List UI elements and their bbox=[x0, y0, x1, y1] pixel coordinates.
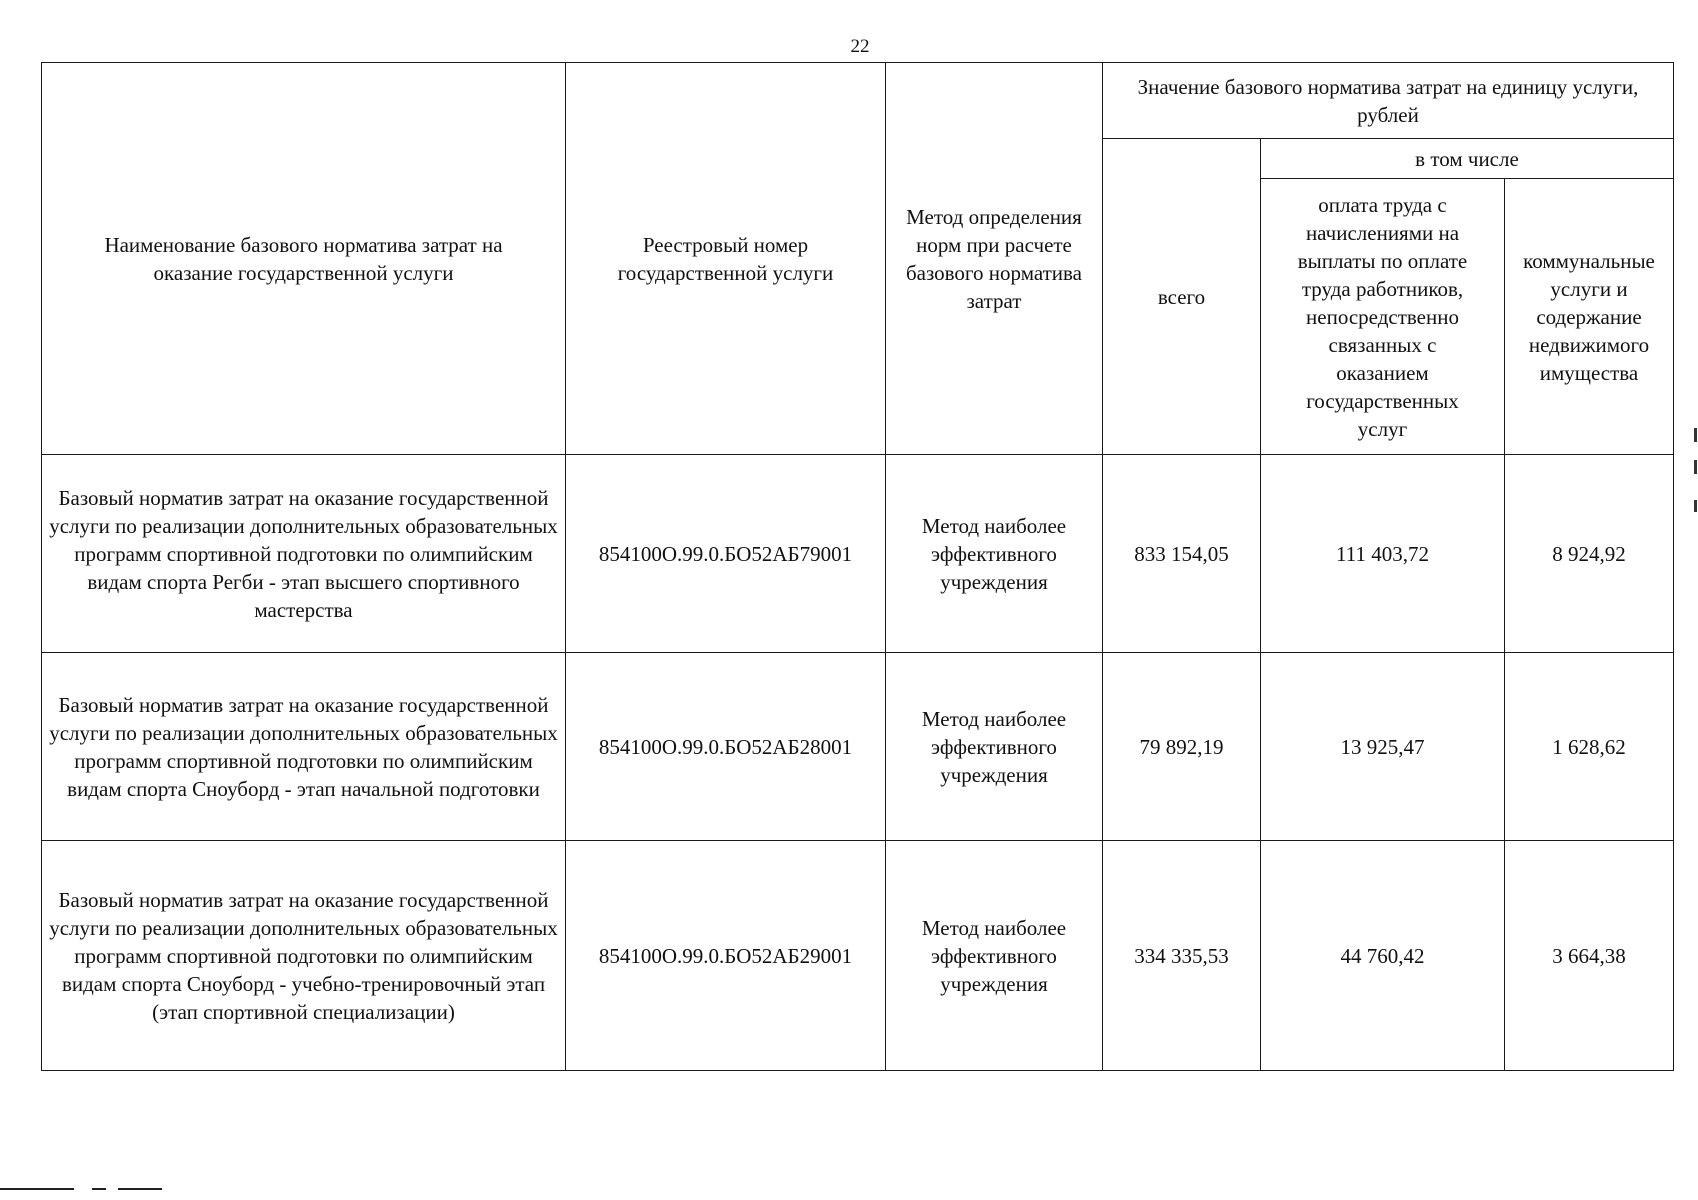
row-method: Метод наиболее эффективного учреждения bbox=[921, 513, 1067, 594]
header-utilities-cell bbox=[1505, 179, 1674, 455]
row-utilities: 1 628,62 bbox=[1552, 734, 1626, 759]
header-method-cell bbox=[886, 63, 1103, 455]
row-method: Метод наиболее эффективного учреждения bbox=[921, 915, 1067, 996]
cost-norm-table bbox=[41, 62, 1674, 1071]
row-method-cell bbox=[886, 455, 1103, 653]
row-method-cell bbox=[886, 841, 1103, 1071]
row-total-cell bbox=[1103, 841, 1261, 1071]
row-total: 79 892,19 bbox=[1139, 734, 1224, 759]
header-registry-cell bbox=[566, 63, 886, 455]
header-name-cell bbox=[42, 63, 566, 455]
row-utilities-cell bbox=[1505, 653, 1674, 841]
row-utilities-cell bbox=[1505, 455, 1674, 653]
page-number: 22 bbox=[850, 36, 870, 57]
row-name-cell bbox=[42, 455, 566, 653]
row-name-cell bbox=[42, 841, 566, 1071]
header-labor: оплата труда с начислениями на выплаты по оплате труда работников, непосредственно связанных с оказанием государственных услуг bbox=[1297, 192, 1468, 441]
row-utilities: 3 664,38 bbox=[1552, 943, 1626, 968]
row-registry-cell bbox=[566, 841, 886, 1071]
row-utilities-cell bbox=[1505, 841, 1674, 1071]
row-utilities: 8 924,92 bbox=[1552, 541, 1626, 566]
row-registry: 854100О.99.0.БО52АБ79001 bbox=[598, 541, 853, 566]
header-name: Наименование базового норматива затрат на оказание государственной услуги bbox=[104, 232, 503, 285]
header-labor-cell bbox=[1261, 179, 1505, 455]
header-method: Метод определения норм при расчете базового норматива затрат bbox=[905, 204, 1082, 313]
header-total-cell bbox=[1103, 139, 1261, 455]
row-name-cell bbox=[42, 653, 566, 841]
header-including: в том числе bbox=[1415, 146, 1519, 171]
row-labor-cell bbox=[1261, 455, 1505, 653]
row-registry-cell bbox=[566, 455, 886, 653]
header-utilities: коммунальные услуги и содержание недвижимого имущества bbox=[1523, 248, 1655, 385]
row-total: 833 154,05 bbox=[1134, 541, 1229, 566]
table-row bbox=[42, 653, 1674, 841]
table-row bbox=[42, 841, 1674, 1071]
row-total: 334 335,53 bbox=[1134, 943, 1229, 968]
header-value-group-cell bbox=[1103, 63, 1674, 139]
header-total: всего bbox=[1157, 284, 1206, 309]
row-name: Базовый норматив затрат на оказание государственной услуги по реализации дополнительных образовательных программ спортивной подготовки по олимпийским видам спорта Сноуборд - учебно-тренировочный этап (этап спортивной специализации) bbox=[49, 887, 558, 1024]
header-value-group: Значение базового норматива затрат на единицу услуги, рублей bbox=[1137, 74, 1639, 127]
row-labor: 44 760,42 bbox=[1340, 943, 1425, 968]
row-name: Базовый норматив затрат на оказание государственной услуги по реализации дополнительных образовательных программ спортивной подготовки по олимпийским видам спорта Регби - этап высшего спортивного мастерства bbox=[49, 485, 558, 622]
row-method-cell bbox=[886, 653, 1103, 841]
row-registry: 854100О.99.0.БО52АБ29001 bbox=[598, 943, 853, 968]
header-row-1 bbox=[42, 63, 1674, 139]
row-labor: 13 925,47 bbox=[1340, 734, 1425, 759]
row-total-cell bbox=[1103, 455, 1261, 653]
header-registry: Реестровый номер государственной услуги bbox=[617, 232, 834, 285]
row-name: Базовый норматив затрат на оказание государственной услуги по реализации дополнительных образовательных программ спортивной подготовки по олимпийским видам спорта Сноуборд - этап начальной подготовки bbox=[49, 692, 558, 801]
scan-edge-marks bbox=[0, 1188, 165, 1190]
row-labor-cell bbox=[1261, 841, 1505, 1071]
row-total-cell bbox=[1103, 653, 1261, 841]
row-labor: 111 403,72 bbox=[1336, 541, 1429, 566]
row-registry: 854100О.99.0.БО52АБ28001 bbox=[598, 734, 853, 759]
row-registry-cell bbox=[566, 653, 886, 841]
row-labor-cell bbox=[1261, 653, 1505, 841]
header-including-cell bbox=[1261, 139, 1674, 179]
table-row bbox=[42, 455, 1674, 653]
row-method: Метод наиболее эффективного учреждения bbox=[921, 706, 1067, 787]
